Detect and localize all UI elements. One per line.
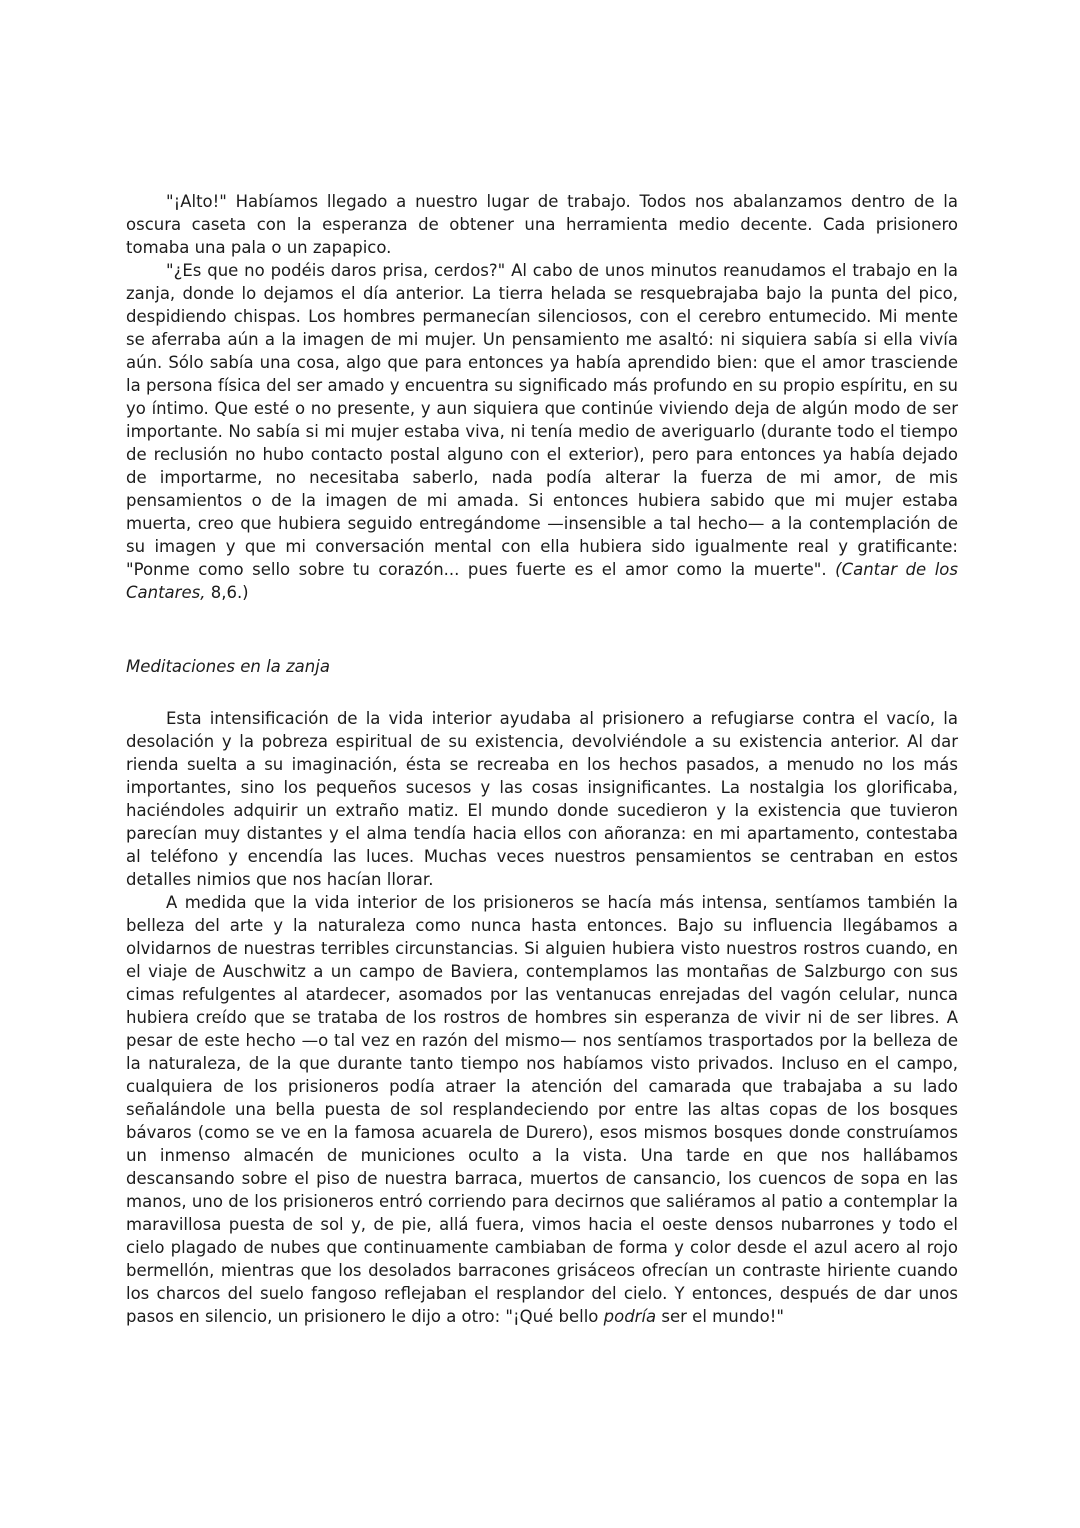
citation-verse: 8,6.)	[205, 583, 249, 602]
paragraph-text: Esta intensificación de la vida interior ayudaba al prisionero a refugiarse contra el vacío, la desolación y la pobreza espiritual de su existencia, devolviéndole a su existencia anterior. Al dar rienda suelta a su imaginación, ésta se recreaba en los hechos pasados, a menudo no los más importantes, sino los pequeños sucesos y las cosas insignificantes. La nostalgia los glorificaba, haciéndoles adquirir un extraño matiz. El mundo donde sucedieron y la existencia que tuvieron parecían muy distantes y el alma tendía hacia ellos con añoranza: en mi apartamento, contestaba al teléfono y encendía las luces. Muchas veces nuestros pensamientos se centraban en estos detalles nimios que nos hacían llorar.	[126, 709, 958, 889]
paragraph-beauty-of-nature	[126, 891, 958, 1328]
paragraph-text: "¿Es que no podéis daros prisa, cerdos?" Al cabo de unos minutos reanudamos el trabajo en la zanja, donde lo dejamos el día anterior. La tierra helada se resquebrajaba bajo la punta del pico, despidiendo chispas. Los hombres permanecían silenciosos, con el cerebro entumecido. Mi mente se aferraba aún a la imagen de mi mujer. Un pensamiento me asaltó: ni siquiera sabía si ella vivía aún. Sólo sabía una cosa, algo que para entonces ya había aprendido bien: que el amor trasciende la persona física del ser amado y encuentra su significado más profundo en su propio espíritu, en su yo íntimo. Que esté o no presente, y aun siquiera que continúe viviendo deja de algún modo de ser importante. No sabía si mi mujer estaba viva, ni tenía medio de averiguarlo (durante todo el tiempo de reclusión no hubo contacto postal alguno con el exterior), pero para entonces ya había dejado de importarme, no necesitaba saberlo, nada podía alterar la fuerza de mi amor, de mis pensamientos o de la imagen de mi amada. Si entonces hubiera sabido que mi mujer estaba muerta, creo que hubiera seguido entregándome —insensible a tal hecho— a la contemplación de su imagen y que mi conversación mental con ella hubiera sido igualmente real y gratificante: "Ponme como sello sobre tu corazón... pues fuerte es el amor como la muerte".	[126, 261, 958, 579]
section-heading	[126, 655, 958, 678]
paragraph-inner-life	[126, 707, 958, 891]
text-block	[126, 190, 958, 1328]
section-heading-text: Meditaciones en la zanja	[126, 657, 330, 676]
book-citation: (Cantar de los Cantares,	[126, 560, 958, 602]
paragraph-text: A medida que la vida interior de los prisioneros se hacía más intensa, sentíamos también la belleza del arte y la naturaleza como nunca hasta entonces. Bajo su influencia llegábamos a olvidarnos de nuestras terribles circunstancias. Si alguien hubiera visto nuestros rostros cuando, en el viaje de Auschwitz a un campo de Baviera, contemplamos las montañas de Salzburgo con sus cimas refulgentes al atardecer, asomados por las ventanucas enrejadas del vagón celular, nunca hubiera creído que se trataba de los rostros de hombres sin esperanza de vivir ni de ser libres. A pesar de este hecho —o tal vez en razón del mismo— nos sentíamos trasportados por la belleza de la naturaleza, de la que durante tanto tiempo nos habíamos visto privados. Incluso en el campo, cualquiera de los prisioneros podía atraer la atención del camarada que trabajaba a su lado señalándole una bella puesta de sol resplandeciendo por entre las altas copas de los bosques bávaros (como se ve en la famosa acuarela de Durero), esos mismos bosques donde construíamos un inmenso almacén de municiones oculto a la vista. Una tarde en que nos hallábamos descansando sobre el piso de nuestra barraca, muertos de cansancio, los cuencos de sopa en las manos, uno de los prisioneros entró corriendo para decirnos que saliéramos al patio a contemplar la maravillosa puesta de sol y, de pie, allá fuera, vimos hacia el oeste densos nubarrones y todo el cielo plagado de nubes que continuamente cambiaban de forma y color desde el azul acero al rojo bermellón, mientras que los desolados barracones grisáceos ofrecían un contraste hiriente cuando los charcos del suelo fangoso reflejaban el resplandor del cielo. Y entonces, después de dar unos pasos en silencio, un prisionero le dijo a otro: "¡Qué bello	[126, 893, 958, 1326]
paragraph-text-end: ser el mundo!"	[656, 1307, 784, 1326]
paragraph-arrival-at-worksite	[126, 190, 958, 259]
paragraph-text: "¡Alto!" Habíamos llegado a nuestro lugar de trabajo. Todos nos abalanzamos dentro de la oscura caseta con la esperanza de obtener una herramienta medio decente. Cada prisionero tomaba una pala o un zapapico.	[126, 192, 958, 257]
emphasized-word: podría	[603, 1307, 657, 1326]
paragraph-ditch-and-love	[126, 259, 958, 604]
